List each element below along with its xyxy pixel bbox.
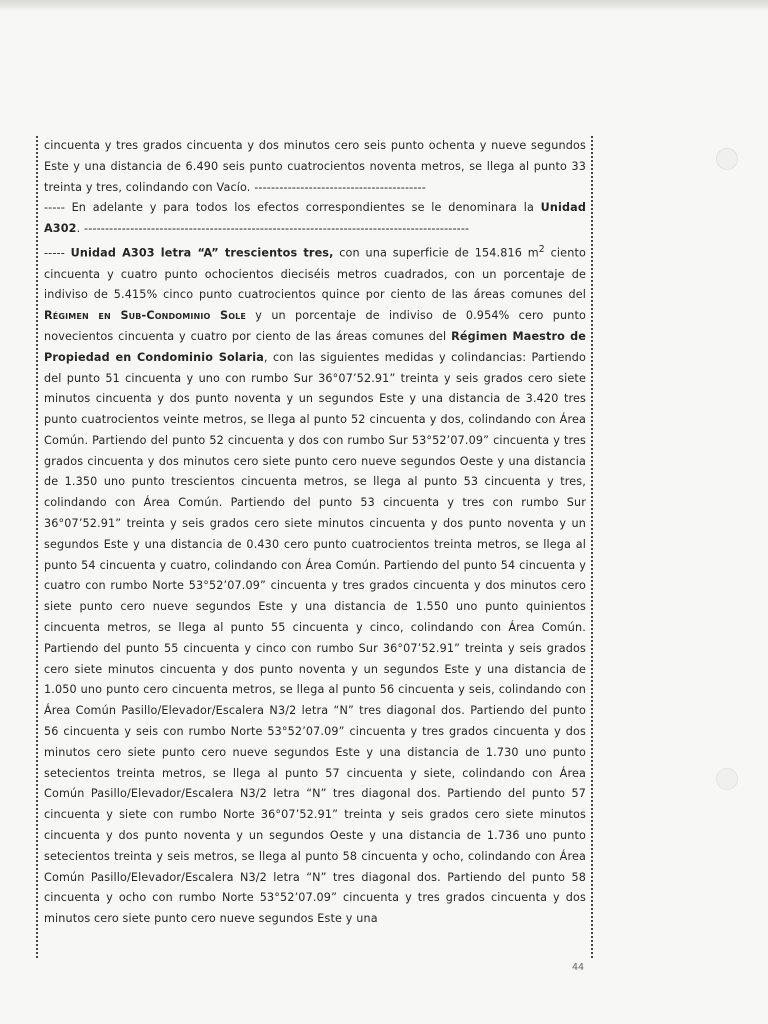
text-segment: con una superficie de 154.816 m	[333, 246, 539, 260]
right-margin-dotted-line	[591, 136, 593, 958]
text-segment: Unidad A303 letra “A” trescientos tres,	[70, 246, 334, 260]
text-segment: ----- En adelante y para todos los efectos correspondientes se le denominara la	[44, 201, 541, 215]
scan-top-edge	[0, 0, 768, 10]
text-segment: ciento cincuenta y cuatro punto ochocientos dieciséis metros cuadrados, con un porcentaje de indiviso de 5.415% cinco punto cuatrocientos quince por ciento de las áreas comunes del	[44, 246, 586, 302]
text-segment: Régimen en Sub-Condominio Sole	[44, 309, 247, 323]
text-segment: Unidad A302	[44, 201, 586, 236]
text-segment: -----	[44, 246, 71, 260]
paragraph	[44, 198, 586, 240]
text-segment: Régimen Maestro de Propiedad en Condominio Solaria	[44, 329, 586, 364]
paragraph	[44, 136, 586, 198]
text-segment: y un porcentaje de indiviso de 0.954% cero punto novecientos cincuenta y cuatro por ciento de las áreas comunes del	[44, 309, 586, 343]
text-segment: , con las siguientes medidas y colindancias: Partiendo del punto 51 cincuenta y uno con rumbo Sur 36°07’52.91” treinta y seis grados cero siete minutos cincuenta y dos punto noventa y un segundos Este y una distancia de 3.420 tres punto cuatrocientos veinte metros, se llega al punto 52 cincuenta y dos, colindando con Área Común. Partiendo del punto 52 cincuenta y dos con rumbo Sur 53°52’07.09” cincuenta y tres grados cincuenta y dos minutos cero siete punto cero nueve segundos Oeste y una distancia de 1.350 uno punto trescientos cincuenta metros, se llega al punto 53 cincuenta y tres, colindando con Área Común. Partiendo del punto 53 cincuenta y tres con rumbo Sur 36°07’52.91” treinta y seis grados cero siete minutos cincuenta y dos punto noventa y un segundos Este y una distancia de 0.430 cero punto cuatrocientos treinta metros, se llega al punto 54 cincuenta y cuatro, colindando con Área Común. Partiendo del punto 54 cincuenta y cuatro con rumbo Norte 53°52’07.09” cincuenta y tres grados cincuenta y dos minutos cero siete punto cero nueve segundos Este y una distancia de 1.550 uno punto quinientos cincuenta metros, se llega al punto 55 cincuenta y cinco, colindando con Área Común. Partiendo del punto 55 cincuenta y cinco con rumbo Sur 36°07’52.91” treinta y seis grados cero siete minutos cincuenta y dos punto noventa y un segundos Este y una distancia de 1.050 uno punto cero cincuenta metros, se llega al punto 56 cincuenta y seis, colindando con Área Común Pasillo/Elevador/Escalera N3/2 letra “N” tres diagonal dos. Partiendo del punto 56 cincuenta y seis con rumbo Norte 53°52’07.09” cincuenta y tres grados cincuenta y dos minutos cero siete punto cero nueve segundos Este y una distancia de 1.730 uno punto setecientos treinta metros, se llega al punto 57 cincuenta y siete, colindando con Área Común Pasillo/Elevador/Escalera N3/2 letra “N” tres diagonal dos. Partiendo del punto 57 cincuenta y siete con rumbo Norte 36°07’52.91” treinta y seis grados cero siete minutos cincuenta y dos punto noventa y un segundos Oeste y una distancia de 1.736 uno punto setecientos treinta y seis metros, se llega al punto 58 cincuenta y ocho, colindando con Área Común Pasillo/Elevador/Escalera N3/2 letra “N” tres diagonal dos. Partiendo del punto 58 cincuenta y ocho con rumbo Norte 53°52’07.09” cincuenta y tres grados cincuenta y dos minutos cero siete punto cero nueve segundos Este y una	[44, 350, 586, 926]
page-number: 44	[572, 962, 585, 973]
text-segment: 2	[538, 243, 545, 255]
left-margin-dotted-line	[36, 136, 38, 958]
paragraph	[44, 240, 586, 930]
punch-hole-mark	[716, 768, 738, 790]
punch-hole-mark	[716, 148, 738, 170]
text-segment: . --------------------------------------------------------------------------------------------	[76, 222, 470, 236]
text-segment: cincuenta y tres grados cincuenta y dos minutos cero seis punto ochenta y nueve segundos Este y una distancia de 6.490 seis punto cuatrocientos noventa metros, se llega al punto 33 treinta y tres, colindando con Vacío. -----------------------------------------	[44, 139, 586, 194]
document-body	[44, 136, 586, 930]
